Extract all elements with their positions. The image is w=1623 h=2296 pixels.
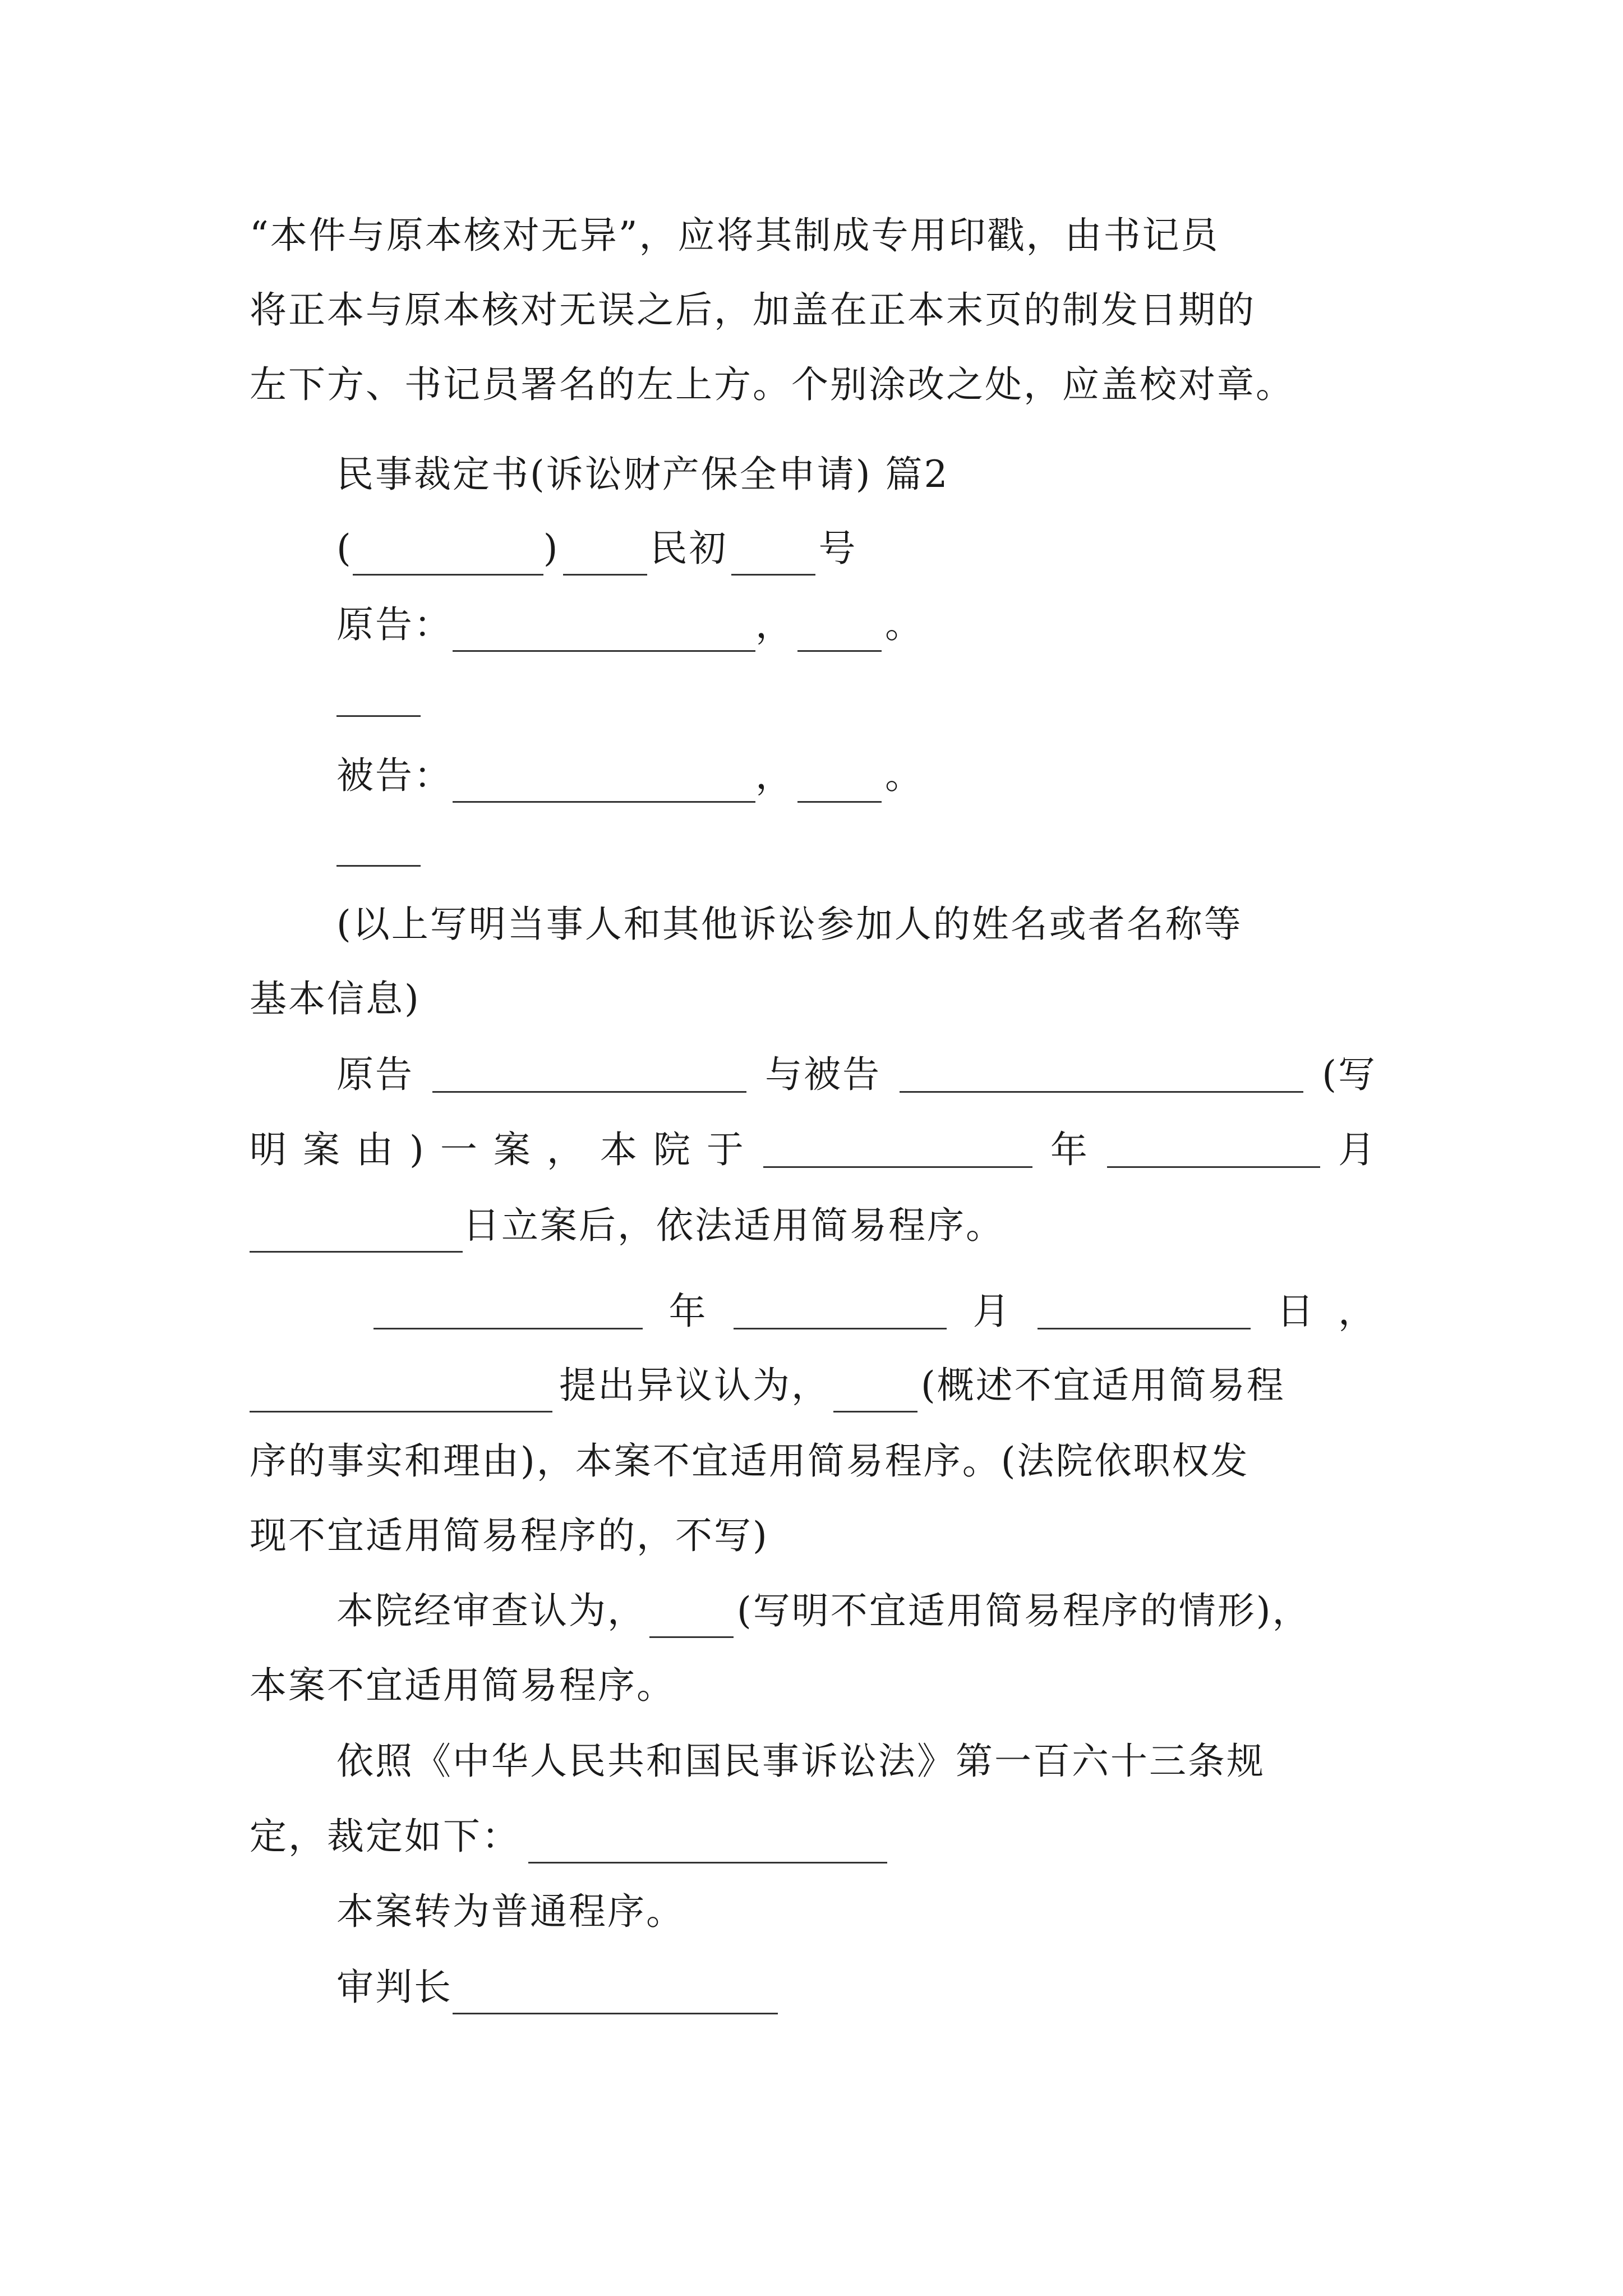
plaintiff-info-blank [797,616,882,652]
text-segment: 提出异议认为， [559,1364,830,1407]
day-label: 日 [1276,1290,1316,1333]
text-segment: 本院经审查认为， [336,1589,646,1632]
text-segment: 依照《中华人民共和国民事诉讼法》第一百六十三条规 [336,1740,1265,1783]
char: 明 [250,1128,288,1171]
char: 案 [493,1128,532,1171]
period: 。 [885,603,924,646]
section-heading [336,448,1464,501]
char: ) [409,1128,426,1171]
ruling-blank [528,1828,887,1864]
period: 。 [885,754,924,797]
judge-name-blank [453,1979,778,2014]
parties-note: 基本信息) [250,977,421,1020]
comma: ， [1338,1290,1377,1333]
day-blank [1038,1294,1251,1329]
situation-blank [649,1603,734,1638]
paren-open: ( [336,527,353,570]
plaintiff-name-blank [453,616,755,652]
para2-line2 [250,1359,1377,1412]
reason-blank [833,1377,917,1412]
para2-line4 [250,1509,1377,1563]
year-blank [563,540,647,576]
text-line [336,898,1377,951]
month-label: 月 [972,1290,1012,1333]
comma: ， [755,754,794,797]
text-segment: (写明不宜适用简易程序的情形)， [737,1589,1311,1632]
paragraph-text: 左下方、书记员署名的左上方。个别涂改之处，应盖校对章。 [250,363,1294,406]
year-label: 年 [668,1290,708,1333]
paren-close: ) [543,527,560,570]
ruling-line [336,1885,1464,1939]
text-line [250,358,1377,412]
number-suffix: 号 [818,527,857,570]
text-segment: 序的事实和理由)，本案不宜适用简易程序。(法院依职权发 [250,1439,1249,1483]
char: 案 [303,1128,342,1171]
para2-line3 [250,1434,1377,1488]
defendant-info-blank [797,767,882,803]
char: 一 [440,1128,479,1171]
text-line [250,283,1377,337]
text-segment: 日立案后，依法适用简易程序。 [463,1204,1004,1247]
defendant-blank [900,1057,1303,1093]
paragraph-text: 将正本与原本核对无误之后，加盖在正本末页的制发日期的 [250,288,1256,332]
defendant-name-blank [453,767,755,803]
month-blank [734,1294,947,1329]
day-blank [250,1217,463,1253]
year-blank [374,1294,643,1329]
text-segment: 定，裁定如下： [250,1815,520,1858]
text-segment: 现不宜适用简易程序的，不写) [250,1514,769,1557]
objector-blank [250,1377,552,1412]
defendant-label: 被告： [336,754,453,797]
judge-label: 审判长 [336,1966,453,2009]
defendant-stub-blank [336,865,421,867]
ruling-text: 本案转为普通程序。 [336,1890,685,1933]
para3-line2 [250,1659,1377,1713]
text-segment: 与被告 [765,1053,882,1096]
heading-text: 民事裁定书(诉讼财产保全申请) 篇2 [336,453,949,496]
plaintiff-blank [432,1057,746,1093]
char: 本 [600,1128,639,1171]
plaintiff-stub-blank [336,715,421,717]
case-type-text: 民初 [650,527,728,570]
text-segment: 原告 [336,1053,414,1096]
text-segment: (写 [1322,1053,1377,1096]
plaintiff-label: 原告： [336,603,453,646]
para2-line1 [370,1285,1377,1338]
paragraph-text: “本件与原本核对无异”，应将其制成专用印戳，由书记员 [250,214,1220,257]
para1-line3 [250,1199,1377,1253]
number-blank [731,540,815,576]
char: 由 [356,1128,395,1171]
char: 于 [706,1128,745,1171]
para4-line1 [336,1734,1377,1788]
text-line [250,972,1377,1026]
para3-line1 [336,1584,1419,1638]
parties-note: (以上写明当事人和其他诉讼参加人的姓名或者名称等 [336,903,1243,946]
court-blank [353,540,543,576]
year-blank [763,1133,1032,1168]
plaintiff-line [336,598,1464,652]
text-segment: 本案不宜适用简易程序。 [250,1664,675,1707]
month-blank [1107,1133,1320,1168]
para4-line2 [250,1810,1377,1864]
month-label: 月 [1338,1128,1377,1171]
defendant-line [336,749,1464,803]
char: ， [546,1128,585,1171]
para1-line2 [250,1123,1377,1177]
comma: ， [755,603,794,646]
case-number-line [336,522,1464,576]
year-label: 年 [1050,1128,1089,1171]
char: 院 [653,1128,692,1171]
para1-line1 [336,1048,1377,1102]
judge-line [336,1961,1464,2014]
text-line [250,209,1377,263]
text-segment: (概述不宜适用简易程 [921,1364,1285,1407]
